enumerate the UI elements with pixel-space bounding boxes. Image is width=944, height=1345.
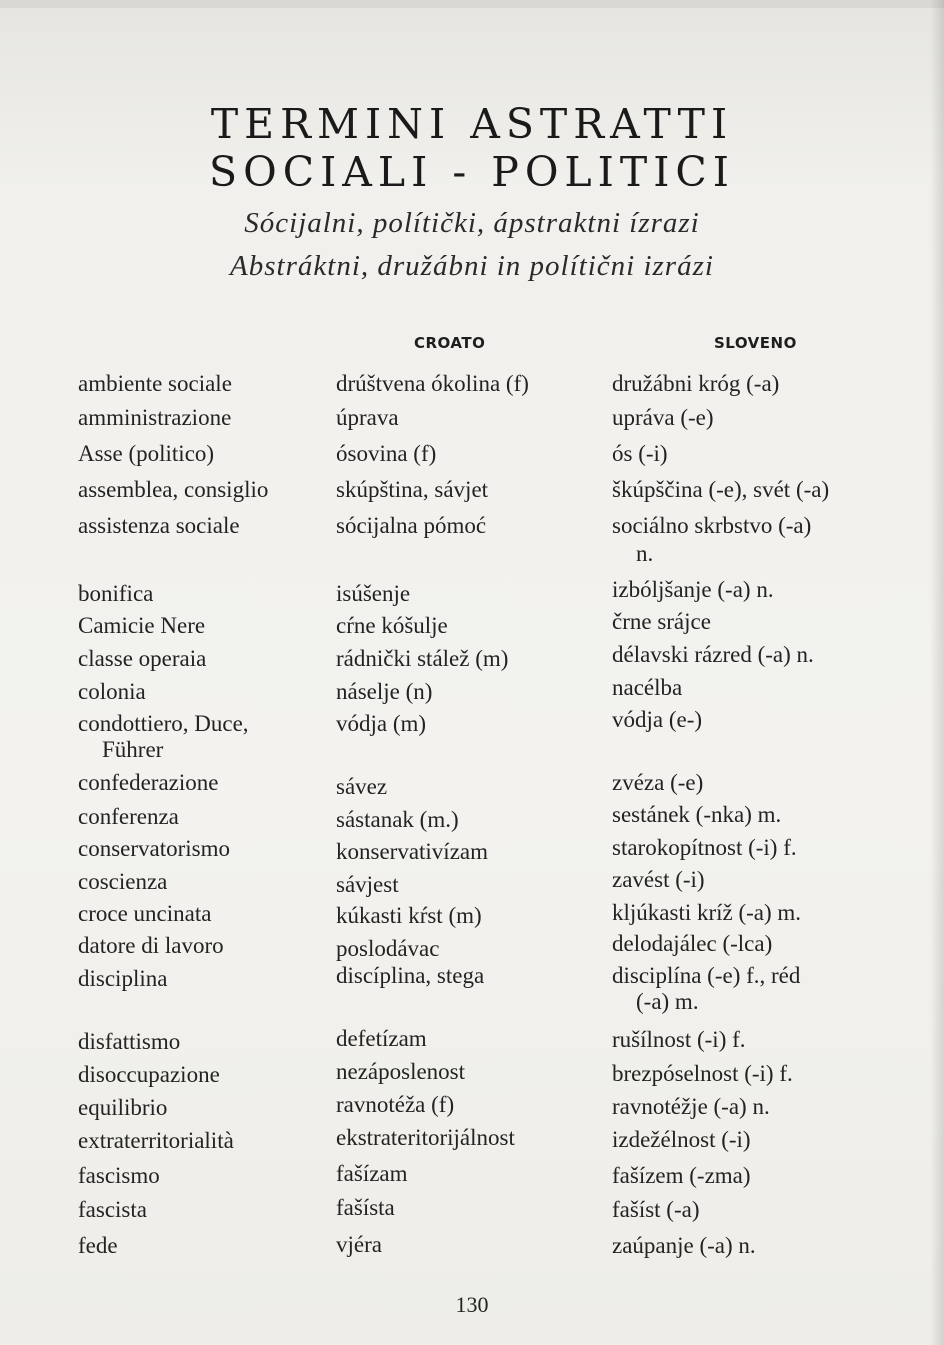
italian-term: conservatorismo bbox=[78, 836, 231, 861]
slovenian-term: délavski rázred (-a) n. bbox=[612, 642, 814, 667]
italian-term: equilibrio bbox=[78, 1095, 168, 1120]
italian-term: condottiero, Duce, bbox=[78, 711, 249, 736]
italian-term: assemblea, consiglio bbox=[78, 477, 269, 502]
croatian-term: konservativízam bbox=[336, 839, 489, 864]
italian-term: colonia bbox=[78, 679, 146, 704]
slovenian-term: izdežélnost (-i) bbox=[612, 1127, 751, 1152]
croatian-term: sávez bbox=[336, 774, 388, 799]
italian-term: Camicie Nere bbox=[78, 613, 206, 638]
croatian-term: cŕne kóšulje bbox=[336, 613, 448, 638]
italian-term-continuation: Führer bbox=[102, 737, 164, 762]
italian-term: disfattismo bbox=[78, 1029, 181, 1054]
slovenian-term-continuation: n. bbox=[636, 541, 654, 566]
croatian-term: vjéra bbox=[336, 1232, 382, 1257]
column-header-sloveno: SLOVENO bbox=[714, 334, 797, 352]
croatian-term: skúpština, sávjet bbox=[336, 477, 489, 502]
croatian-term: sástanak (m.) bbox=[336, 807, 459, 832]
subtitle-slovenian: Abstráktni, družábni in polítični izrázi bbox=[230, 250, 714, 282]
slovenian-term: sestánek (-nka) m. bbox=[612, 802, 782, 827]
italian-term: coscienza bbox=[78, 869, 168, 894]
page-number: 130 bbox=[455, 1292, 489, 1317]
slovenian-term: kljúkasti kríž (-a) m. bbox=[612, 900, 802, 925]
slovenian-term: rušílnost (-i) f. bbox=[612, 1027, 746, 1052]
croatian-term: úprava bbox=[336, 405, 399, 430]
italian-term: fascismo bbox=[78, 1163, 160, 1188]
croatian-term: sávjest bbox=[336, 872, 399, 897]
slovenian-term: črne srájce bbox=[612, 609, 711, 634]
slovenian-term: škúpščina (-e), svét (-a) bbox=[612, 477, 830, 502]
italian-term: classe operaia bbox=[78, 646, 207, 671]
slovenian-term: uprávа (-e) bbox=[612, 405, 714, 430]
slovenian-term: fašíst (-a) bbox=[612, 1197, 700, 1222]
italian-term: disoccupazione bbox=[78, 1062, 220, 1087]
croatian-term: defetízam bbox=[336, 1026, 427, 1051]
slovenian-term: naсélba bbox=[612, 675, 683, 700]
italian-term: confederazione bbox=[78, 770, 219, 795]
italian-term: extraterritorialità bbox=[78, 1128, 234, 1153]
slovenian-term: disciplína (-e) f., réd bbox=[612, 963, 801, 988]
croatian-term: nezáposlenost bbox=[336, 1059, 466, 1084]
croatian-term: kúkasti kŕst (m) bbox=[336, 903, 482, 928]
italian-term: conferenza bbox=[78, 804, 179, 829]
croatian-term: drúštvena ókolina (f) bbox=[336, 371, 529, 396]
slovenian-term: delodajálec (-lca) bbox=[612, 931, 773, 956]
italian-term: bonifica bbox=[78, 581, 154, 606]
slovenian-term: fašízem (-zma) bbox=[612, 1163, 751, 1188]
italian-term: datore di lavoro bbox=[78, 933, 224, 958]
italian-term: assistenza sociale bbox=[78, 513, 240, 538]
italian-term: croce uncinata bbox=[78, 901, 212, 926]
italian-term: fede bbox=[78, 1233, 118, 1258]
croatian-term: fašízam bbox=[336, 1161, 408, 1186]
italian-term: Asse (politico) bbox=[78, 441, 215, 466]
croatian-term: isúšenje bbox=[336, 581, 411, 606]
croatian-term: rádnički stálež (m) bbox=[336, 646, 509, 671]
slovenian-term: sociálno skrbstvo (-a) bbox=[612, 513, 812, 538]
slovenian-term: ós (-i) bbox=[612, 441, 668, 466]
slovenian-term: ravnotéžje (-a) n. bbox=[612, 1094, 770, 1119]
title-line-1: TERMINI ASTRATTI bbox=[210, 100, 734, 148]
italian-term: amministrazione bbox=[78, 405, 232, 430]
slovenian-term-continuation: (-a) m. bbox=[636, 989, 699, 1014]
croatian-term: ravnotéža (f) bbox=[336, 1092, 455, 1117]
slovenian-term: starokopítnost (-i) f. bbox=[612, 835, 797, 860]
croatian-term: vódja (m) bbox=[336, 711, 427, 736]
title-line-2: SOCIALI - POLITICI bbox=[209, 148, 735, 196]
croatian-term: ekstrateritorijálnost bbox=[336, 1125, 515, 1150]
italian-term: ambiente sociale bbox=[78, 371, 232, 396]
slovenian-term: izbóljšanje (-a) n. bbox=[612, 577, 774, 602]
column-header-croato: CROATO bbox=[414, 334, 486, 352]
croatian-term: fašísta bbox=[336, 1195, 395, 1220]
subtitle-croatian: Sócijalni, polítički, ápstraktni ízrazi bbox=[244, 207, 700, 239]
croatian-term: poslodávac bbox=[336, 936, 440, 961]
slovenian-term: družábni króg (-a) bbox=[612, 371, 780, 396]
slovenian-term: zaúpanje (-a) n. bbox=[612, 1233, 756, 1258]
slovenian-term: brezpóselnost (-i) f. bbox=[612, 1061, 793, 1086]
italian-term: fascista bbox=[78, 1197, 147, 1222]
croatian-term: ósovina (f) bbox=[336, 441, 437, 466]
croatian-term: náselje (n) bbox=[336, 679, 433, 704]
slovenian-term: vódja (e-) bbox=[612, 707, 703, 732]
croatian-term: sócijalna pómoć bbox=[336, 513, 487, 538]
slovenian-term: zavést (-i) bbox=[612, 867, 705, 892]
croatian-term: discíplina, stega bbox=[336, 963, 485, 988]
slovenian-term: zvéza (-e) bbox=[612, 770, 704, 795]
italian-term: disciplina bbox=[78, 966, 168, 991]
